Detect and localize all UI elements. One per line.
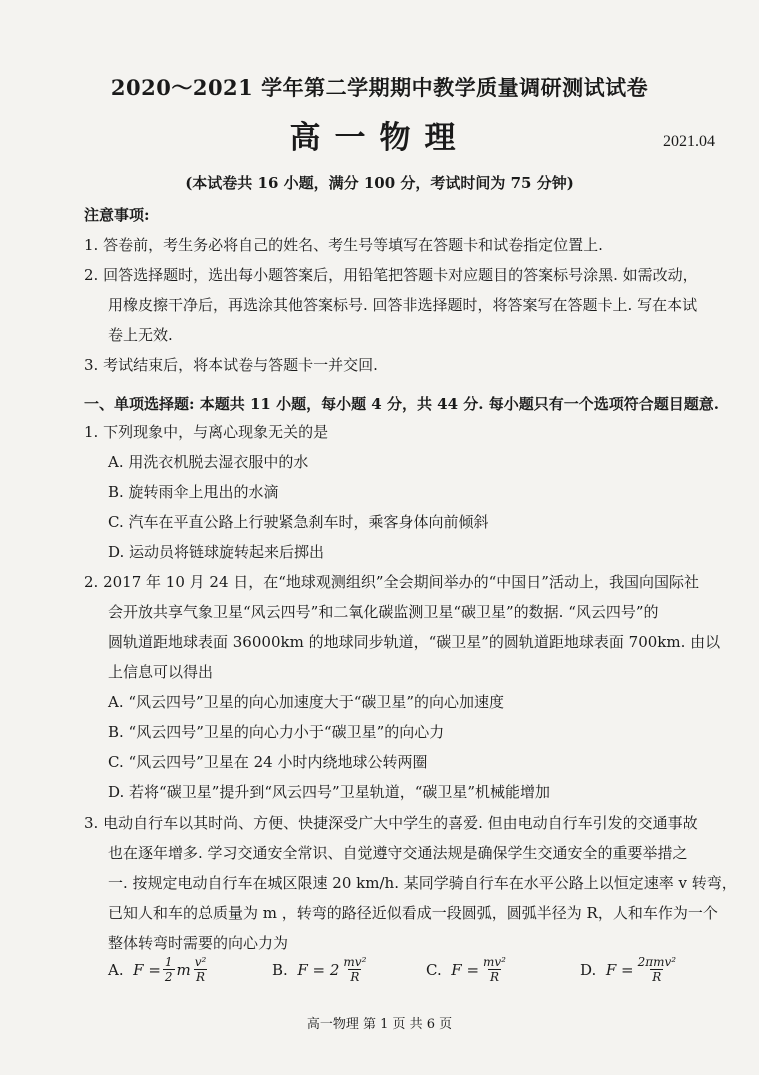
note-item-2: 2. 回答选择题时，选出每小题答案后，用铅笔把答题卡对应题目的答案标号涂黑. 如需改动， [84, 266, 698, 284]
q3-option-a-coef-num: 1 [164, 955, 173, 969]
q2-line-2: 会开放共享气象卫星“风云四号”和二氧化碳监测卫星“碳卫星”的数据. “风云四号”的 [108, 603, 659, 621]
q3-option-c-label: C. [426, 960, 442, 979]
q2-option-a: A. “风云四号”卫星的向心加速度大于“碳卫星”的向心加速度 [108, 693, 505, 711]
q3-option-a-prefix: F = [133, 960, 161, 979]
q3-option-d-prefix: F = [605, 960, 634, 979]
q2-line-1: 2. 2017 年 10 月 24 日，在“地球观测组织”全会期间举办的“中国日”活动上，我国向国际社 [84, 573, 699, 591]
q3-option-d-frac [636, 955, 679, 984]
q3-option-b-prefix: F = 2 [297, 960, 340, 979]
note-item-2-cont: 用橡皮擦干净后，再选涂其他答案标号. 回答非选择题时，将答案写在答题卡上. 写在本试 [108, 296, 698, 314]
q3-option-a-den: R [196, 970, 206, 984]
q3-option-c-num: mv² [483, 955, 506, 969]
q2-option-d: D. 若将“碳卫星”提升到“风云四号”卫星轨道，“碳卫星”机械能增加 [108, 783, 551, 801]
exam-date: 2021.04 [663, 133, 715, 150]
q3-option-c [426, 955, 510, 984]
q3-line-5: 整体转弯时需要的向心力为 [108, 934, 289, 952]
q2-line-3: 圆轨道距地球表面 36000km 的地球同步轨道，“碳卫星”的圆轨道距地球表面 700km. 由以 [108, 633, 721, 651]
q3-option-b-den: R [350, 970, 360, 984]
q1-option-b: B. 旋转雨伞上甩出的水滴 [108, 483, 279, 501]
q3-option-b-label: B. [272, 960, 288, 979]
page-footer: 高一物理 第 1 页 共 6 页 [306, 1017, 453, 1032]
q3-option-c-den: R [489, 970, 500, 984]
q3-option-d-num: 2πmv² [637, 955, 677, 969]
q3-option-a [108, 955, 210, 984]
exam-info: (本试卷共 16 小题，满分 100 分，考试时间为 75 分钟) [185, 174, 574, 192]
q3-line-3: 一. 按规定电动自行车在城区限速 20 km/h. 某同学骑自行车在水平公路上以恒定速率 v 转弯， [108, 874, 737, 892]
q3-option-a-label: A. [108, 960, 124, 979]
q3-option-a-num: v² [194, 955, 207, 969]
q3-option-d [580, 955, 680, 984]
q1-option-a: A. 用洗衣机脱去湿衣服中的水 [108, 453, 309, 471]
q3-option-a-coef [163, 955, 175, 984]
q1-option-c: C. 汽车在平直公路上行驶紧急刹车时，乘客身体向前倾斜 [108, 513, 489, 531]
q3-option-c-prefix: F = [451, 960, 480, 979]
q3-option-a-coef-den: 2 [164, 970, 173, 984]
q3-line-2: 也在逐年增多. 学习交通安全常识、自觉遵守交通法规是确保学生交通安全的重要举措之 [108, 844, 688, 862]
q3-option-b [272, 955, 370, 984]
q1-stem: 1. 下列现象中，与离心现象无关的是 [84, 423, 329, 441]
q3-line-4: 已知人和车的总质量为 m ，转弯的路径近似看成一段圆弧，圆弧半径为 R，人和车作为一个 [108, 904, 718, 922]
q2-line-4: 上信息可以得出 [108, 663, 214, 681]
q3-option-a-mid: m [176, 960, 191, 979]
q1-option-d: D. 运动员将链球旋转起来后掷出 [108, 543, 325, 561]
q3-line-1: 3. 电动自行车以其时尚、方便、快捷深受广大中学生的喜爱. 但由电动自行车引发的交通事故 [84, 814, 698, 832]
q3-option-d-den: R [652, 970, 662, 984]
q3-option-d-label: D. [580, 960, 597, 979]
q3-option-a-frac [193, 955, 209, 984]
q3-option-b-num: mv² [343, 955, 367, 969]
note-item-1: 1. 答卷前，考生务必将自己的姓名、考生号等填写在答题卡和试卷指定位置上. [84, 236, 603, 254]
q3-option-b-frac [341, 955, 368, 984]
note-item-3: 3. 考试结束后，将本试卷与答题卡一并交回. [84, 356, 378, 374]
exam-title: 2020～2021 学年第二学期期中教学质量调研测试试卷 [110, 75, 649, 100]
section-heading: 一、单项选择题: 本题共 11 小题，每小题 4 分，共 44 分. 每小题只有一个选项符合题目题意. [84, 395, 719, 413]
subject-title: 高一物理 [289, 120, 470, 156]
q3-option-c-frac [481, 955, 508, 984]
note-item-2-cont2: 卷上无效. [108, 326, 173, 344]
q2-option-b: B. “风云四号”卫星的向心力小于“碳卫星”的向心力 [108, 723, 445, 741]
notes-title: 注意事项: [84, 206, 150, 224]
q2-option-c: C. “风云四号”卫星在 24 小时内绕地球公转两圈 [108, 753, 428, 771]
